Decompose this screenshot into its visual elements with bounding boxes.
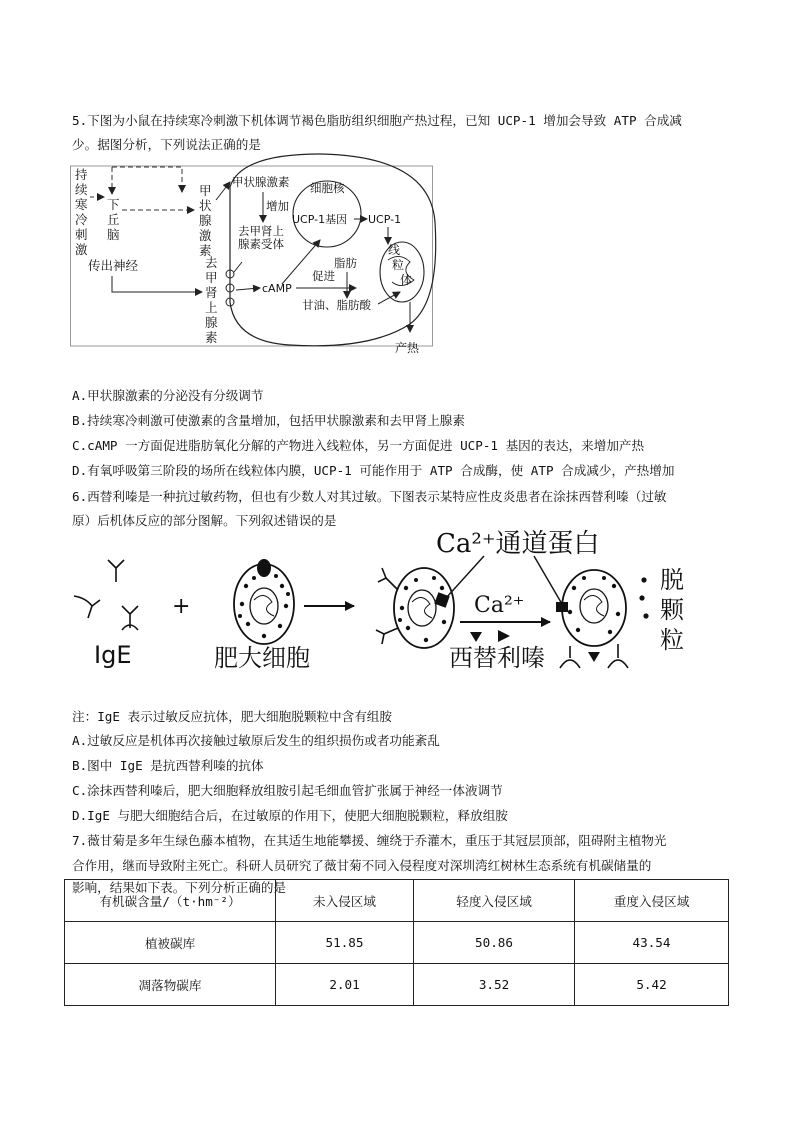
table-cell: 凋落物碳库 xyxy=(65,964,276,1006)
q6-note: 注：IgE 表示过敏反应抗体，肥大细胞脱颗粒中含有组胺 xyxy=(72,709,392,724)
q6-stem-line2: 原）后机体反应的部分图解。下列叙述错误的是 xyxy=(72,513,337,528)
q6-option-d: D.IgE 与肥大细胞结合后，在过敏原的作用下，使肥大细胞脱颗粒，释放组胺 xyxy=(72,808,508,823)
ucp1-gene-label: UCP-1基因 xyxy=(292,213,348,226)
ige-antibodies xyxy=(74,560,138,630)
q5-stem-line2: 少。据图分析，下列说法正确的是 xyxy=(72,137,261,152)
ca-ion-label: Ca²⁺ xyxy=(474,593,525,618)
q7-stem-line2: 合作用，继而导致附主死亡。科研人员研究了薇甘菊不同入侵程度对深圳湾红树林生态系统有机碳储量的 xyxy=(72,858,652,873)
table-row xyxy=(65,922,729,964)
mast-cell-label: 肥大细胞 xyxy=(214,644,310,672)
heat-production-label: 产热 xyxy=(395,341,420,355)
q6-stem-line1: 6.西替利嗪是一种抗过敏药物，但也有少数人对其过敏。下图表示某特应性皮炎患者在涂抹西替利嗪（过敏 xyxy=(72,489,667,504)
q7-stem-line1: 7.薇甘菊是多年生绿色藤本植物，在其适生地能攀援、缠绕于乔灌木，重压于其冠层顶部，阻碍附主植物光 xyxy=(72,833,667,848)
q6-option-b: B.图中 IgE 是抗西替利嗪的抗体 xyxy=(72,758,264,773)
thyroid-hormone-label: 甲状腺激素 xyxy=(232,175,290,189)
plus-sign: + xyxy=(172,594,191,619)
promote-label: 促进 xyxy=(312,269,335,283)
cetirizine-label: 西替利嗪 xyxy=(449,644,545,672)
stimulus-label: 持 续 寒 冷 刺 激 xyxy=(75,167,88,257)
q5-option-a: A.甲状腺激素的分泌没有分级调节 xyxy=(72,388,264,403)
allergy-diagram xyxy=(64,528,704,678)
table-cell: 51.85 xyxy=(276,922,414,964)
mitochondrion-label: 线 粒 体 xyxy=(388,243,413,287)
increase-label: 增加 xyxy=(266,199,289,213)
table-row xyxy=(65,964,729,1006)
table-cell: 3.52 xyxy=(414,964,575,1006)
thermogenesis-diagram xyxy=(70,152,442,362)
efferent-nerve-label: 传出神经 xyxy=(88,258,139,273)
degranulation-label: 脱 颗 粒 xyxy=(660,566,684,654)
table-header-row xyxy=(65,880,729,922)
table-header-cell: 未入侵区域 xyxy=(276,880,414,922)
hypothalamus-label: 下 丘 脑 xyxy=(107,197,120,242)
released-granules xyxy=(639,577,648,618)
fat-label: 脂肪 xyxy=(334,256,357,270)
table-cell: 2.01 xyxy=(276,964,414,1006)
receptor-label-line1: 去甲肾上 xyxy=(238,224,284,238)
ca-channel-label: Ca²⁺通道蛋白 xyxy=(436,529,600,559)
table-cell: 5.42 xyxy=(575,964,729,1006)
table-header-cell: 重度入侵区域 xyxy=(575,880,729,922)
q5-option-c: C.cAMP 一方面促进脂肪氧化分解的产物进入线粒体，另一方面促进 UCP-1 基因的表达，来增加产热 xyxy=(72,438,645,453)
q7-stem-line3: 影响，结果如下表。下列分析正确的是 xyxy=(72,880,287,895)
carbon-storage-table xyxy=(64,879,729,1006)
q6-option-a: A.过敏反应是机体再次接触过敏原后发生的组织损伤或者功能紊乱 xyxy=(72,733,440,748)
mast-cell-icon xyxy=(234,559,294,644)
table-cell: 植被碳库 xyxy=(65,922,276,964)
table-cell: 50.86 xyxy=(414,922,575,964)
q6-option-c: C.涂抹西替利嗪后，肥大细胞释放组胺引起毛细血管扩张属于神经一体液调节 xyxy=(72,783,503,798)
diagram-frame xyxy=(71,166,433,346)
receptor-label-line2: 腺素受体 xyxy=(238,237,284,251)
thyroid-hormone-vertical-label: 甲 状 腺 激 素 xyxy=(199,183,212,258)
activated-mast-cell-icon xyxy=(556,570,628,668)
q5-stem-line1: 5.下图为小鼠在持续寒冷刺激下机体调节褐色脂肪组织细胞产热过程，已知 UCP-1 增加会导致 ATP 合成减 xyxy=(72,113,682,128)
glycerol-fatty-acid-label: 甘油、脂肪酸 xyxy=(302,298,371,312)
camp-label: cAMP xyxy=(262,282,292,295)
table-header-cell: 轻度入侵区域 xyxy=(414,880,575,922)
norepinephrine-vertical-label: 去 甲 肾 上 腺 素 xyxy=(205,255,218,345)
q5-option-b: B.持续寒冷刺激可使激素的含量增加，包括甲状腺激素和去甲肾上腺素 xyxy=(72,413,465,428)
ucp1-label: UCP-1 xyxy=(368,213,402,226)
table-header-cell: 有机碳含量/（t·hm⁻²） xyxy=(65,880,276,922)
table-cell: 43.54 xyxy=(575,922,729,964)
q5-option-d: D.有氧呼吸第三阶段的场所在线粒体内膜，UCP-1 可能作用于 ATP 合成酶，使 ATP 合成减少，产热增加 xyxy=(72,463,675,478)
sensitized-mast-cell-icon xyxy=(376,568,454,648)
ige-label: IgE xyxy=(94,641,132,669)
nucleus-label: 细胞核 xyxy=(310,181,345,195)
